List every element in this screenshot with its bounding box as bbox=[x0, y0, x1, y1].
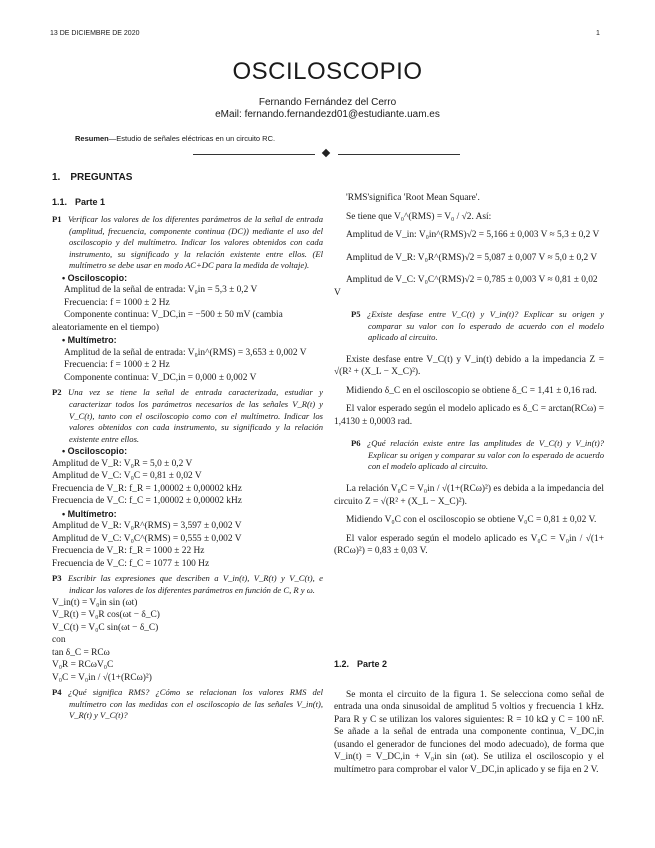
author-email: eMail: fernando.fernandezd01@estudiante.uam.es bbox=[215, 109, 440, 120]
result-line: Amplitud de V_in: V₀in^(RMS)√2 = 5,166 ± 0,003 V ≈ 5,3 ± 0,2 V bbox=[346, 230, 600, 240]
left-column bbox=[52, 172, 323, 722]
body-text: Midiendo δ_C en el osciloscopio se obtiene δ_C = 1,41 ± 0,16 rad. bbox=[346, 385, 597, 396]
parte-2 bbox=[334, 658, 604, 776]
divider-diamond-icon bbox=[322, 149, 330, 157]
author-name: Fernando Fernández del Cerro bbox=[258, 97, 397, 108]
result-line: Frecuencia: f = 1000 ± 2 Hz bbox=[64, 360, 170, 371]
divider-right bbox=[338, 154, 460, 155]
abstract-label: Resumen bbox=[75, 134, 109, 143]
bullet-heading: • Multímetro: bbox=[62, 335, 117, 346]
page-number: 1 bbox=[596, 30, 600, 37]
result-line: Frecuencia de V_C: f_C = 1077 ± 100 Hz bbox=[52, 558, 210, 569]
paper-title: OSCILOSCOPIO bbox=[232, 58, 423, 85]
body-text: Se tiene que V₀^(RMS) = V₀ / √2. Así: bbox=[346, 211, 492, 222]
section-heading: 1. PREGUNTAS bbox=[52, 172, 133, 183]
question-p3: P3 Escribir las expresiones que describen a V_in(t), V_R(t) y V_C(t), e indicar los valores de los diferentes parámetros en función de C, R y ω. bbox=[52, 573, 323, 596]
result-line: Componente continua: V_DC,in = 0,000 ± 0,002 V bbox=[64, 372, 257, 383]
question-p1: P1 Verificar los valores de los diferentes parámetros de la señal de entrada (amplitud, frecuencia, componente continua (DC)) mediante el uso del osciloscopio y del multímetro. Indicar los valores obtenidos con cada instrumento, su significado y la relación existente entre ellos. (El multímetro se debe usar en modo AC+DC para la medida de voltaje). bbox=[52, 214, 323, 271]
body-text: El valor esperado según el modelo aplicado es V₀C = V₀in / √(1+(RCω)²) = 0,83 ± 0,03 V. bbox=[334, 533, 604, 557]
abstract bbox=[75, 134, 275, 143]
equation-line: con bbox=[52, 635, 66, 646]
result-line: Frecuencia de V_C: f_C = 1,00002 ± 0,00002 kHz bbox=[52, 496, 242, 507]
body-text: 'RMS'significa 'Root Mean Square'. bbox=[346, 193, 480, 203]
result-line: Amplitud de V_R: V₀R = 5,0 ± 0,2 V bbox=[52, 458, 193, 469]
body-text: Se monta el circuito de la figura 1. Se selecciona como señal de entrada una onda sinusoidal de amplitud 5 voltios y frecuencia 1 kHz. Para R y C se utilizan los valores siguientes: R = 10 kΩ y C = 100 nF. Se añade a la señal de entrada una componente continua, V_DC,in (usando el generador de funciones del modo adecuado), de forma que V_in(t) = V_DC,in + V₀in sin (ωt). Se utiliza el osciloscopio y el multímetro para comprobar el valor V_DC,in aplicado y se fija en 2 V. bbox=[334, 689, 604, 775]
result-line: Amplitud de V_R: V₀R^(RMS) = 3,597 ± 0,002 V bbox=[52, 521, 242, 532]
result-line: Frecuencia de V_R: f_R = 1,00002 ± 0,00002 kHz bbox=[52, 483, 242, 494]
body-text: Midiendo V₀C con el osciloscopio se obtiene V₀C = 0,81 ± 0,02 V. bbox=[346, 515, 597, 526]
bullet-heading: • Osciloscopio: bbox=[62, 446, 128, 457]
body-text: La relación V₀C = V₀in / √(1+(RCω)²) es debida a la impedancia del circuito Z = √(R² + (X_L − X_C)²). bbox=[334, 484, 604, 507]
question-p4: P4 ¿Qué significa RMS? ¿Cómo se relacionan los valores RMS del multímetro con las medidas con el osciloscopio de las señales V_in(t), V_R(t) y V_C(t)? bbox=[52, 687, 323, 721]
result-line: Frecuencia de V_R: f_R = 1000 ± 22 Hz bbox=[52, 546, 205, 557]
equation-line: V₀R = RCωV₀C bbox=[52, 660, 114, 671]
question-p6: P6 ¿Qué relación existe entre las amplitudes de V_C(t) y V_in(t)? Explicar su origen y comparar su valor con lo esperado de acuerdo con el modelo aplicado al circuito. bbox=[351, 438, 604, 472]
result-line: Frecuencia: f = 1000 ± 2 Hz bbox=[64, 297, 170, 308]
subsection-heading: 1.2. Parte 2 bbox=[334, 659, 388, 669]
bullet-heading: • Osciloscopio: bbox=[62, 272, 128, 283]
right-column bbox=[334, 192, 604, 558]
body-text: El valor esperado según el modelo aplicado es δ_C = arctan(RCω) = 1,4130 ± 0,0003 rad. bbox=[334, 404, 604, 427]
body-text: Existe desfase entre V_C(t) y V_in(t) debido a la impedancia Z = √(R² + (X_L − X_C)²). bbox=[334, 354, 604, 378]
result-line: Amplitud de V_C: V₀C = 0,81 ± 0,02 V bbox=[52, 471, 202, 482]
result-line: Amplitud de V_C: V₀C^(RMS) = 0,555 ± 0,002 V bbox=[52, 533, 242, 544]
divider-left bbox=[193, 154, 315, 155]
result-line: Amplitud de V_R: V₀R^(RMS)√2 = 5,087 ± 0,007 V ≈ 5,0 ± 0,2 V bbox=[346, 252, 598, 263]
bullet-heading: • Multímetro: bbox=[62, 508, 117, 519]
result-line: Componente continua: V_DC,in = −500 ± 50 mV (cambia aleatoriamente en el tiempo) bbox=[52, 310, 283, 333]
result-line: Amplitud de la señal de entrada: V₀in = 5,3 ± 0,2 V bbox=[64, 285, 258, 296]
equation-line: V₀C = V₀in / √(1+(RCω)²) bbox=[52, 672, 152, 683]
equation-line: V_R(t) = V₀R cos(ωt − δ_C) bbox=[52, 610, 160, 621]
result-line: Amplitud de la señal de entrada: V₀in^(RMS) = 3,653 ± 0,002 V bbox=[64, 347, 307, 358]
abstract-text: —Estudio de señales eléctricas en un circuito RC. bbox=[108, 134, 276, 143]
equation-line: V_C(t) = V₀C sin(ωt − δ_C) bbox=[52, 622, 159, 633]
equation-line: tan δ_C = RCω bbox=[52, 647, 110, 658]
running-header-date: 13 DE DICIEMBRE DE 2020 bbox=[50, 30, 140, 37]
subsection-heading: 1.1. Parte 1 bbox=[52, 196, 106, 207]
question-p5: P5 ¿Existe desfase entre V_C(t) y V_in(t)? Explicar su origen y comparar su valor con lo esperado de acuerdo con el modelo aplicado al circuito. bbox=[351, 309, 604, 343]
question-p2: P2 Una vez se tiene la señal de entrada caracterizada, estudiar y caracterizar todos los parámetros necesarios de las señales V_R(t) y V_C(t), tanto con el osciloscopio como con el multímetro. Indicar los valores obtenidos con cada instrumento, su significado y la relación existente entre ellos. bbox=[52, 387, 323, 444]
result-line: Amplitud de V_C: V₀C^(RMS)√2 = 0,785 ± 0,003 V ≈ 0,81 ± 0,02 V bbox=[334, 275, 598, 298]
equation-line: V_in(t) = V₀in sin (ωt) bbox=[52, 597, 138, 608]
